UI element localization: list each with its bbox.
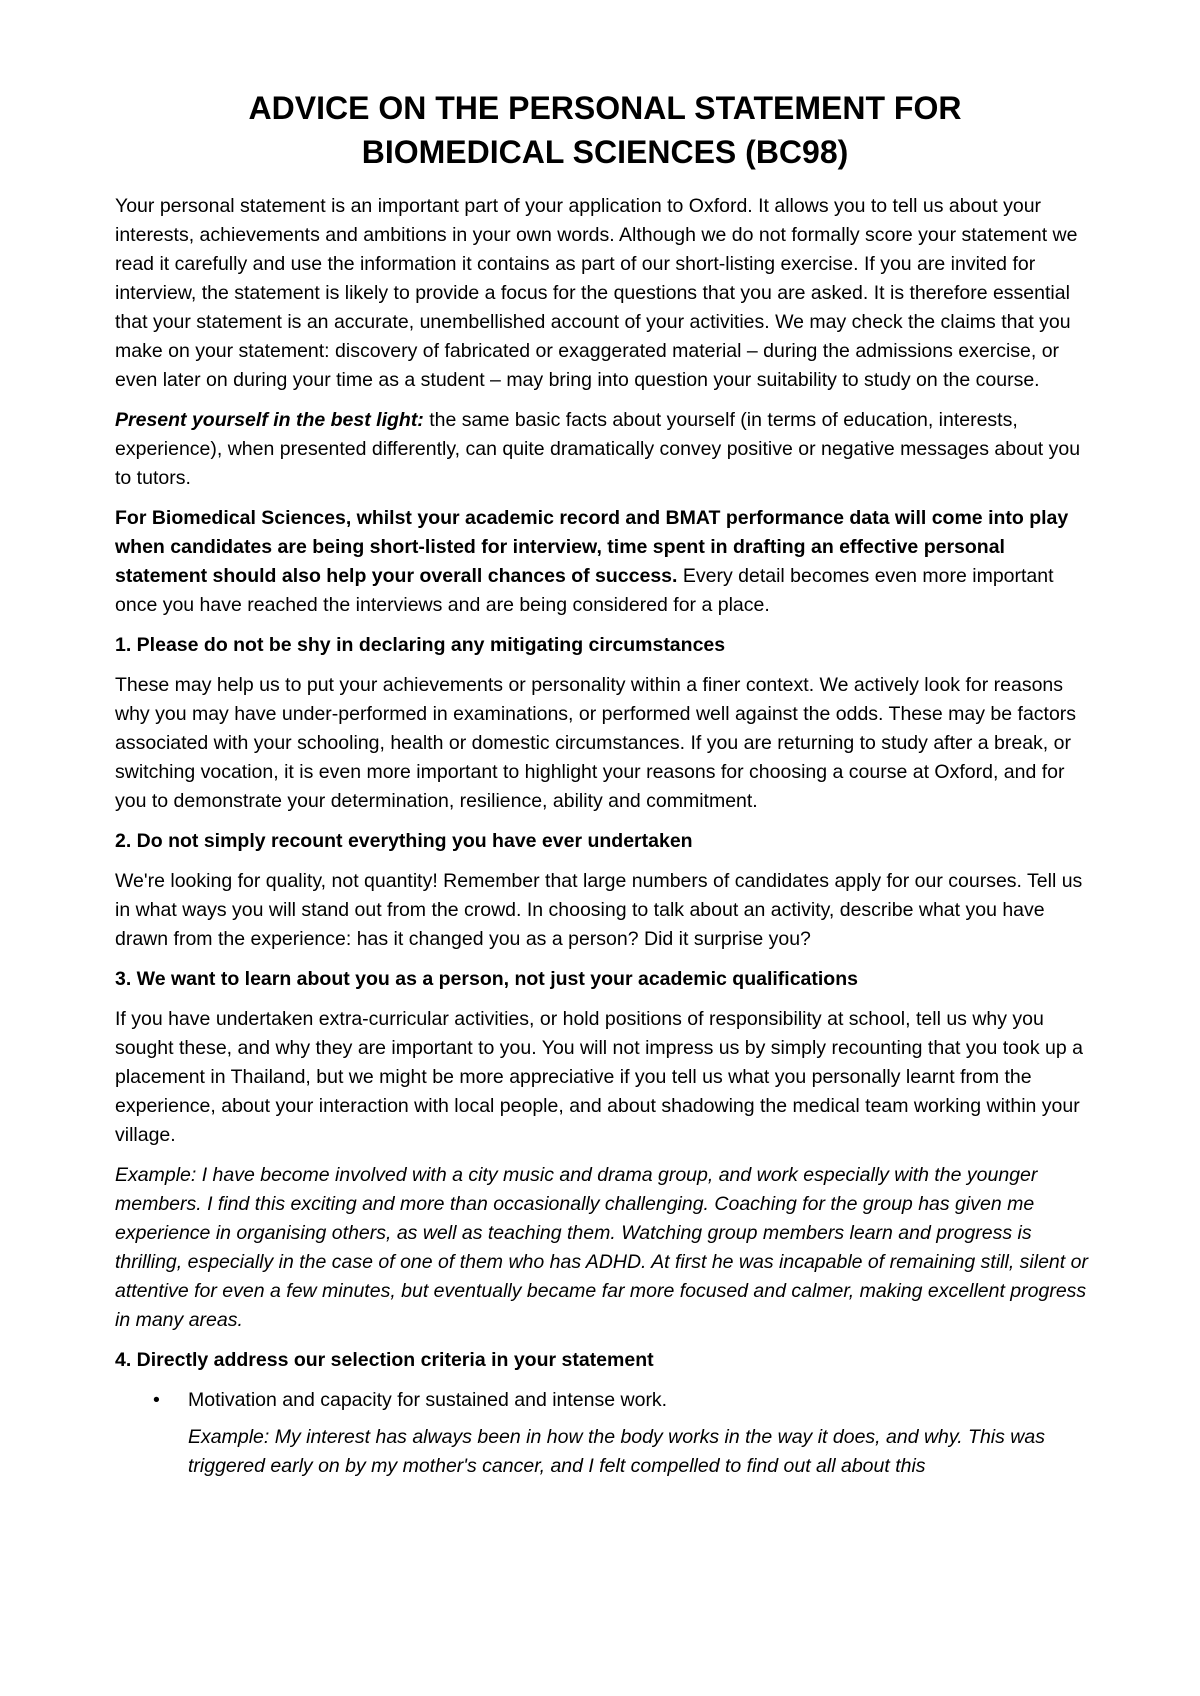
biomed-text: Every detail becomes even more important once you have reached the interviews and are being considered for a place.	[115, 565, 1054, 616]
present-text: the same basic facts about yourself (in terms of education, interests, experience), when presented differently, can quite dramatically convey positive or negative messages about you to tutors.	[115, 409, 1081, 489]
section-3-example: Example: I have become involved with a city music and drama group, and work especially with the younger members. I find this exciting and more than occasionally challenging. Coaching for the group has given me experience in organising others, as well as teaching them. Watching group members learn and progress is thrilling, especially in the case of one of them who has ADHD. At first he was incapable of remaining still, silent or attentive for even a few minutes, but eventually became far more focused and calmer, making excellent progress in many areas.	[115, 1164, 1088, 1331]
section-1-body: These may help us to put your achievements or personality within a finer context. We actively look for reasons why you may have under-performed in examinations, or performed well against the odds. These may be factors associated with your schooling, health or domestic circumstances. If you are returning to study after a break, or switching vocation, it is even more important to highlight your reasons for choosing a course at Oxford, and for you to demonstrate your determination, resilience, ability and commitment.	[115, 674, 1077, 812]
document-title	[115, 86, 1095, 174]
biomed-paragraph	[115, 504, 1095, 620]
criteria-item	[115, 1386, 1095, 1481]
section-4-heading: 4. Directly address our selection criteria in your statement	[115, 1349, 654, 1371]
section-1-heading: 1. Please do not be shy in declaring any mitigating circumstances	[115, 634, 726, 656]
criteria-item-text: Motivation and capacity for sustained and intense work.	[188, 1389, 668, 1411]
title-line-1: ADVICE ON THE PERSONAL STATEMENT FOR	[248, 90, 962, 126]
section-2-heading: 2. Do not simply recount everything you have ever undertaken	[115, 830, 693, 852]
title-line-2: BIOMEDICAL SCIENCES (BC98)	[361, 134, 849, 170]
document-page	[115, 86, 1095, 1489]
criteria-list	[115, 1386, 1095, 1481]
section-2-body: We're looking for quality, not quantity! Remember that large numbers of candidates apply for our courses. Tell us in what ways you will stand out from the crowd. In choosing to talk about an activity, describe what you have drawn from the experience: has it changed you as a person? Did it surprise you?	[115, 870, 1083, 950]
section-3-heading: 3. We want to learn about you as a person, not just your academic qualifications	[115, 968, 858, 990]
present-lead: Present yourself in the best light:	[115, 409, 424, 431]
present-paragraph	[115, 406, 1095, 493]
bullet-icon: •	[153, 1389, 160, 1411]
intro-paragraph: Your personal statement is an important part of your application to Oxford. It allows you to tell us about your interests, achievements and ambitions in your own words. Although we do not formally score your statement we read it carefully and use the information it contains as part of our short-listing exercise. If you are invited for interview, the statement is likely to provide a focus for the questions that you are asked. It is therefore essential that your statement is an accurate, unembellished account of your activities. We may check the claims that you make on your statement: discovery of fabricated or exaggerated material – during the admissions exercise, or even later on during your time as a student – may bring into question your suitability to study on the course.	[115, 195, 1078, 391]
biomed-lead: For Biomedical Sciences, whilst your academic record and BMAT performance data will come into play when candidates are being short-listed for interview, time spent in drafting an effective personal statement should also help your overall chances of success.	[115, 507, 1069, 587]
section-3-body: If you have undertaken extra-curricular activities, or hold positions of responsibility at school, tell us why you sought these, and why they are important to you. You will not impress us by simply recounting that you took up a placement in Thailand, but we might be more appreciative if you tell us what you personally learnt from the experience, about your interaction with local people, and about shadowing the medical team working within your village.	[115, 1008, 1083, 1146]
criteria-item-example: Example: My interest has always been in how the body works in the way it does, and why. This was triggered early on by my mother's cancer, and I felt compelled to find out all about this	[188, 1426, 1045, 1477]
